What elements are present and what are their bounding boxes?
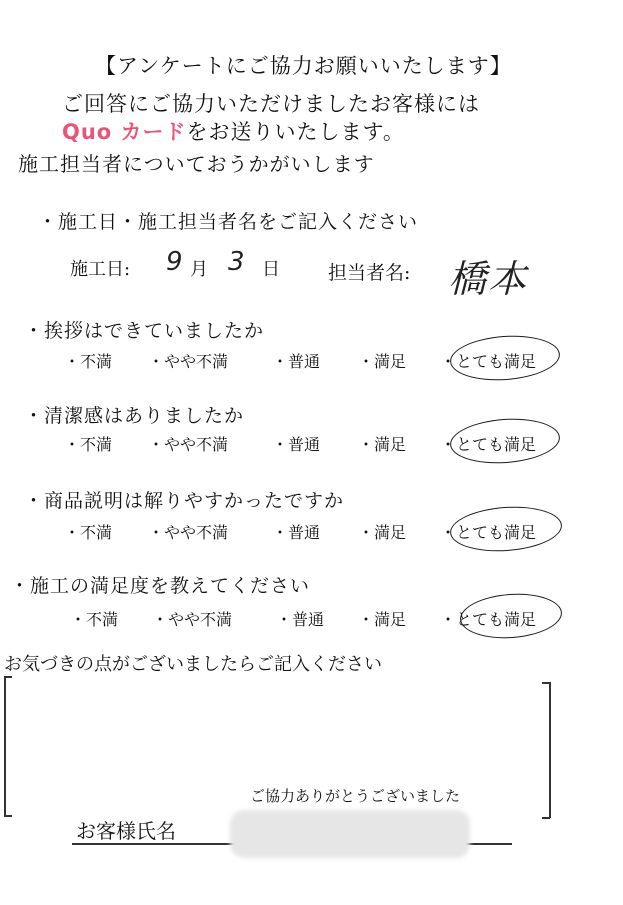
q3-option-very-satisfied[interactable]: ・とても満足 — [440, 523, 537, 542]
comment-box-left-bracket — [4, 676, 6, 816]
question-overall-satisfaction: ・施工の満足度を教えてください — [10, 575, 311, 597]
q2-selection-circle — [449, 415, 562, 467]
thanks-note: ご協力ありがとうございました — [250, 787, 461, 805]
question-date-staff: ・施工日・施工担当者名をご記入ください — [38, 211, 419, 233]
month-char: 月 — [190, 259, 208, 280]
staff-name-value[interactable]: 橋本 — [448, 257, 529, 301]
intro-line-2 — [62, 116, 405, 146]
question-greeting: ・挨拶はできていましたか — [24, 320, 265, 342]
q3-option-somewhat-dissatisfied[interactable]: ・やや不満 — [148, 523, 229, 542]
question-cleanliness: ・清潔感はありましたか — [24, 405, 245, 427]
q2-option-somewhat-dissatisfied[interactable]: ・やや不満 — [148, 435, 229, 454]
q1-option-somewhat-dissatisfied[interactable]: ・やや不満 — [148, 352, 229, 371]
date-label: 施工日: — [70, 259, 131, 280]
date-month-value[interactable]: 9 — [166, 247, 183, 277]
section-heading: 施工担当者についておうかがいします — [18, 152, 375, 176]
q3-selection-circle — [449, 503, 564, 555]
q1-option-satisfied[interactable]: ・満足 — [358, 352, 407, 371]
q2-option-dissatisfied[interactable]: ・不満 — [64, 435, 113, 454]
q1-option-dissatisfied[interactable]: ・不満 — [64, 352, 113, 371]
comment-label: お気づきの点がございましたらご記入ください — [4, 654, 382, 675]
q4-option-satisfied[interactable]: ・満足 — [358, 610, 407, 629]
q3-option-neutral[interactable]: ・普通 — [272, 523, 321, 542]
comment-box-left-bottom-tick — [4, 815, 12, 817]
staff-label: 担当者名: — [328, 262, 411, 284]
q2-option-neutral[interactable]: ・普通 — [272, 435, 321, 454]
q4-option-dissatisfied[interactable]: ・不満 — [70, 610, 119, 629]
q1-option-neutral[interactable]: ・普通 — [272, 352, 321, 371]
q4-selection-circle — [459, 590, 564, 641]
quo-card-label: Quo カード — [62, 120, 187, 144]
q1-option-very-satisfied[interactable]: ・とても満足 — [440, 352, 537, 371]
intro-line-2-rest: をお送りいたします。 — [186, 120, 405, 144]
q3-option-dissatisfied[interactable]: ・不満 — [64, 523, 113, 542]
comment-box-right-bracket — [549, 682, 551, 818]
customer-name-redacted[interactable] — [230, 810, 470, 858]
comment-box-right-bottom-tick — [542, 817, 550, 819]
survey-title: 【アンケートにご協力お願いいたします】 — [95, 54, 512, 78]
q4-option-very-satisfied[interactable]: ・とても満足 — [440, 610, 537, 629]
q2-option-very-satisfied[interactable]: ・とても満足 — [440, 435, 537, 454]
day-char: 日 — [262, 259, 280, 280]
q2-option-satisfied[interactable]: ・満足 — [358, 435, 407, 454]
q4-option-somewhat-dissatisfied[interactable]: ・やや不満 — [152, 610, 233, 629]
q1-selection-circle — [449, 332, 562, 384]
comment-box-left-top-tick — [4, 676, 12, 678]
intro-line-1: ご回答にご協力いただけましたお客様には — [62, 92, 480, 116]
customer-name-label: お客様氏名 — [76, 819, 176, 843]
q3-option-satisfied[interactable]: ・満足 — [358, 523, 407, 542]
date-day-value[interactable]: 3 — [228, 247, 245, 277]
q4-option-neutral[interactable]: ・普通 — [276, 610, 325, 629]
question-explanation: ・商品説明は解りやすかったですか — [24, 490, 345, 512]
comment-box-right-top-tick — [542, 682, 550, 684]
